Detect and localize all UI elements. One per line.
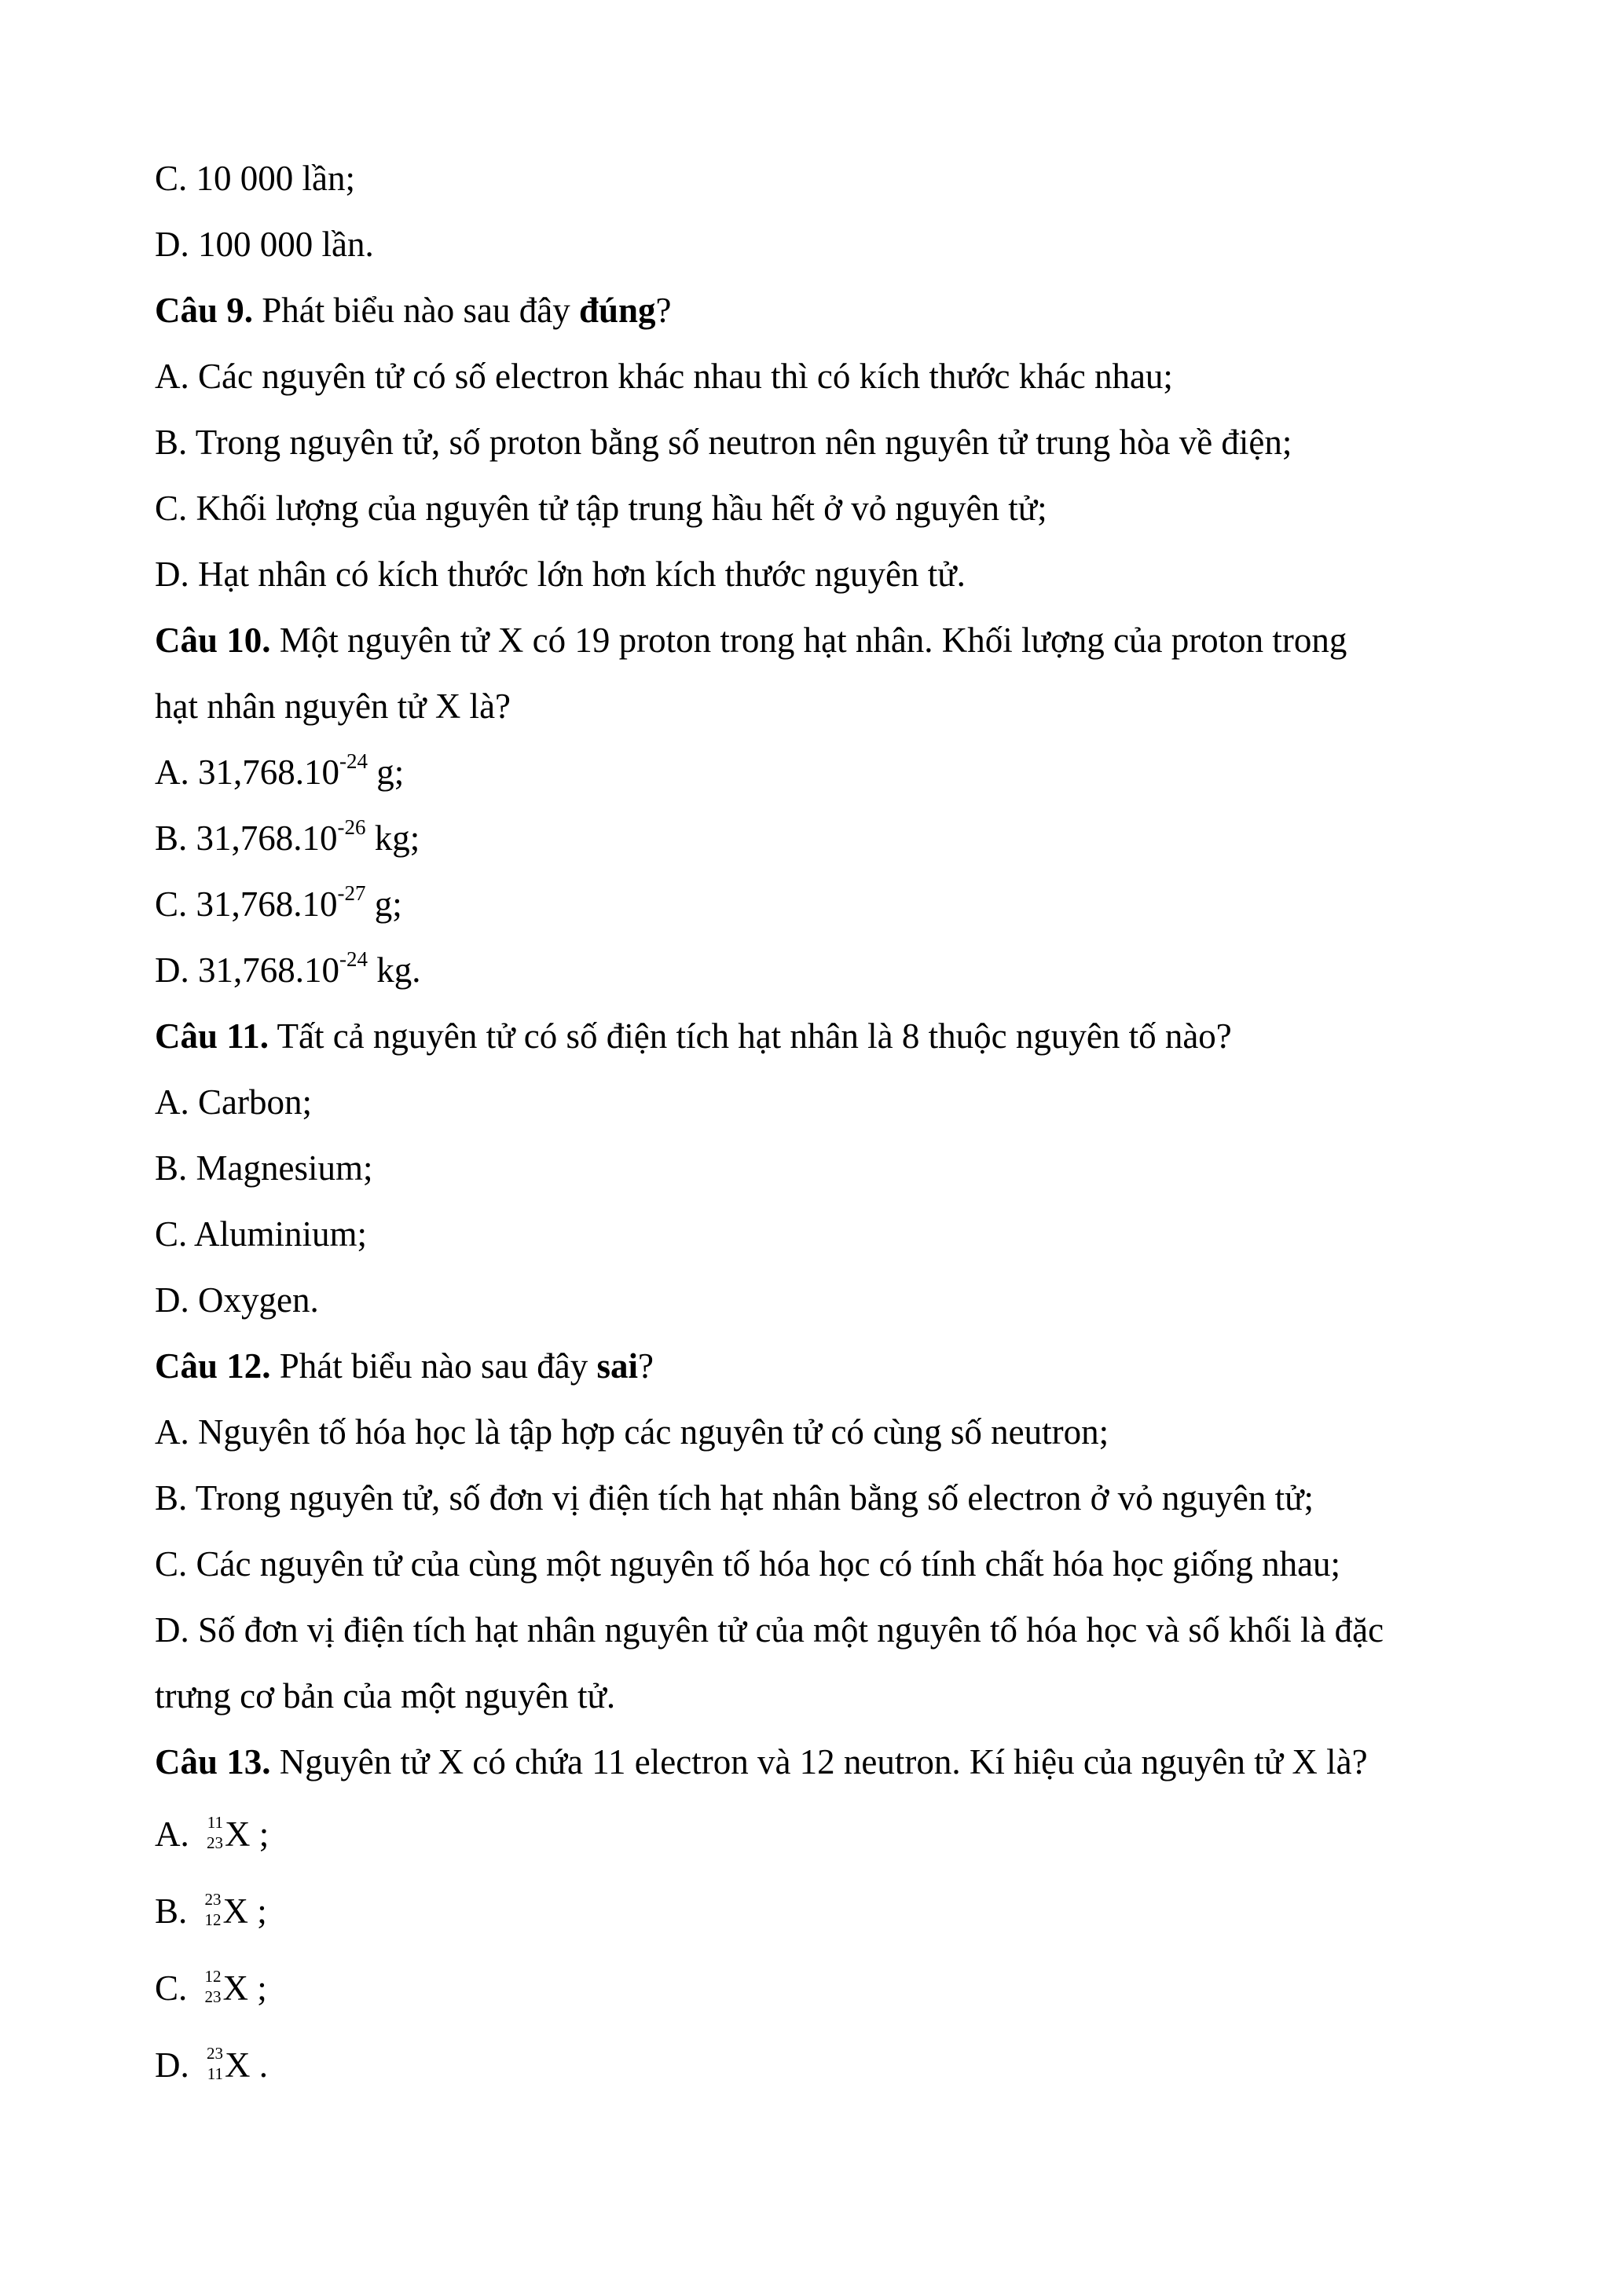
q12-option-c: C. Các nguyên tử của cùng một nguyên tố hóa học có tính chất hóa học giống nhau; xyxy=(155,1544,1341,1584)
q13-option-c-nuclide-numbers: 12 23 xyxy=(204,1967,222,2006)
q13-stem-text: Nguyên tử X có chứa 11 electron và 12 neutron. Kí hiệu của nguyên tử X là? xyxy=(270,1742,1368,1782)
q13-option-d-symbol: X xyxy=(225,2045,251,2085)
q11-label: Câu 11. xyxy=(155,1016,269,1056)
q11-option-c: C. Aluminium; xyxy=(155,1214,368,1254)
q11-stem xyxy=(155,1014,1232,1058)
q8-option-c: C. 10 000 lần; xyxy=(155,159,355,198)
q12-stem-text: Phát biểu nào sau đây xyxy=(270,1346,597,1386)
q13-option-c: C. 12 23 X ; xyxy=(155,1966,267,2010)
q9-option-c: C. Khối lượng của nguyên tử tập trung hầu hết ở vỏ nguyên tử; xyxy=(155,489,1047,528)
q12-option-b: B. Trong nguyên tử, số đơn vị điện tích hạt nhân bằng số electron ở vỏ nguyên tử; xyxy=(155,1478,1314,1518)
q12-option-d: D. Số đơn vị điện tích hạt nhân nguyên tử của một nguyên tố hóa học và số khối là đặc xyxy=(155,1610,1384,1650)
q13-option-b-symbol: X xyxy=(222,1891,249,1931)
q13-option-c-symbol: X xyxy=(222,1968,249,2008)
q9-stem-text: Phát biểu nào sau đây xyxy=(253,291,579,330)
q9-option-a: A. Các nguyên tử có số electron khác nhau thì có kích thước khác nhau; xyxy=(155,357,1173,396)
q10-stem-continued: hạt nhân nguyên tử X là? xyxy=(155,687,511,726)
q13-option-a: A. 11 23 X ; xyxy=(155,1812,269,1856)
q9-label: Câu 9. xyxy=(155,291,254,330)
q12-option-d-continued: trưng cơ bản của một nguyên tử. xyxy=(155,1676,616,1716)
q10-option-c: C. $31,768.10^{-27}$ g; xyxy=(155,881,402,924)
q13-stem xyxy=(155,1740,1368,1784)
q10-option-d-exponent: -24 xyxy=(339,947,368,971)
q11-option-b: B. Magnesium; xyxy=(155,1148,373,1188)
q13-option-d-nuclide-numbers: 23 11 xyxy=(207,2044,223,2083)
q13-option-a-nuclide-numbers: 11 23 xyxy=(207,1813,223,1852)
q10-option-a-exponent: -24 xyxy=(339,749,368,773)
q13-option-d: D. 23 11 X . xyxy=(155,2043,268,2087)
q11-stem-text: Tất cả nguyên tử có số điện tích hạt nhân là 8 thuộc nguyên tố nào? xyxy=(269,1016,1232,1056)
q10-label: Câu 10. xyxy=(155,621,271,660)
q12-label: Câu 12. xyxy=(155,1346,271,1386)
q10-option-b-exponent: -26 xyxy=(337,815,366,839)
q13-label: Câu 13. xyxy=(155,1742,271,1782)
q10-stem-text: Một nguyên tử X có 19 proton trong hạt nhân. Khối lượng của proton trong xyxy=(270,621,1347,660)
q12-stem-emphasis: sai xyxy=(596,1346,638,1386)
q13-option-a-symbol: X xyxy=(225,1814,251,1854)
q13-option-b: B. 23 12 X ; xyxy=(155,1889,267,1933)
q10-option-b: B. $31,768.10^{-26}$ kg; xyxy=(155,815,420,858)
q13-option-b-nuclide-numbers: 23 12 xyxy=(204,1890,222,1929)
q10-option-c-exponent: -27 xyxy=(337,881,366,905)
q10-stem xyxy=(155,618,1347,662)
q9-stem-emphasis: đúng xyxy=(578,291,656,330)
q12-option-a: A. Nguyên tố hóa học là tập hợp các nguyên tử có cùng số neutron; xyxy=(155,1412,1109,1452)
q11-option-d: D. Oxygen. xyxy=(155,1280,319,1320)
q11-option-a: A. Carbon; xyxy=(155,1082,312,1122)
q9-option-d: D. Hạt nhân có kích thước lớn hơn kích thước nguyên tử. xyxy=(155,555,966,594)
q9-stem-end: ? xyxy=(655,291,672,330)
q9-stem xyxy=(155,288,672,332)
q8-option-d: D. 100 000 lần. xyxy=(155,225,374,264)
q12-stem xyxy=(155,1344,654,1388)
q10-option-d: D. $31,768.10^{-24}$ kg. xyxy=(155,947,421,990)
q10-option-a: A. $31,768.10^{-24}$ g; xyxy=(155,749,405,792)
q9-option-b: B. Trong nguyên tử, số proton bằng số neutron nên nguyên tử trung hòa về điện; xyxy=(155,423,1292,462)
q12-stem-end: ? xyxy=(637,1346,654,1386)
